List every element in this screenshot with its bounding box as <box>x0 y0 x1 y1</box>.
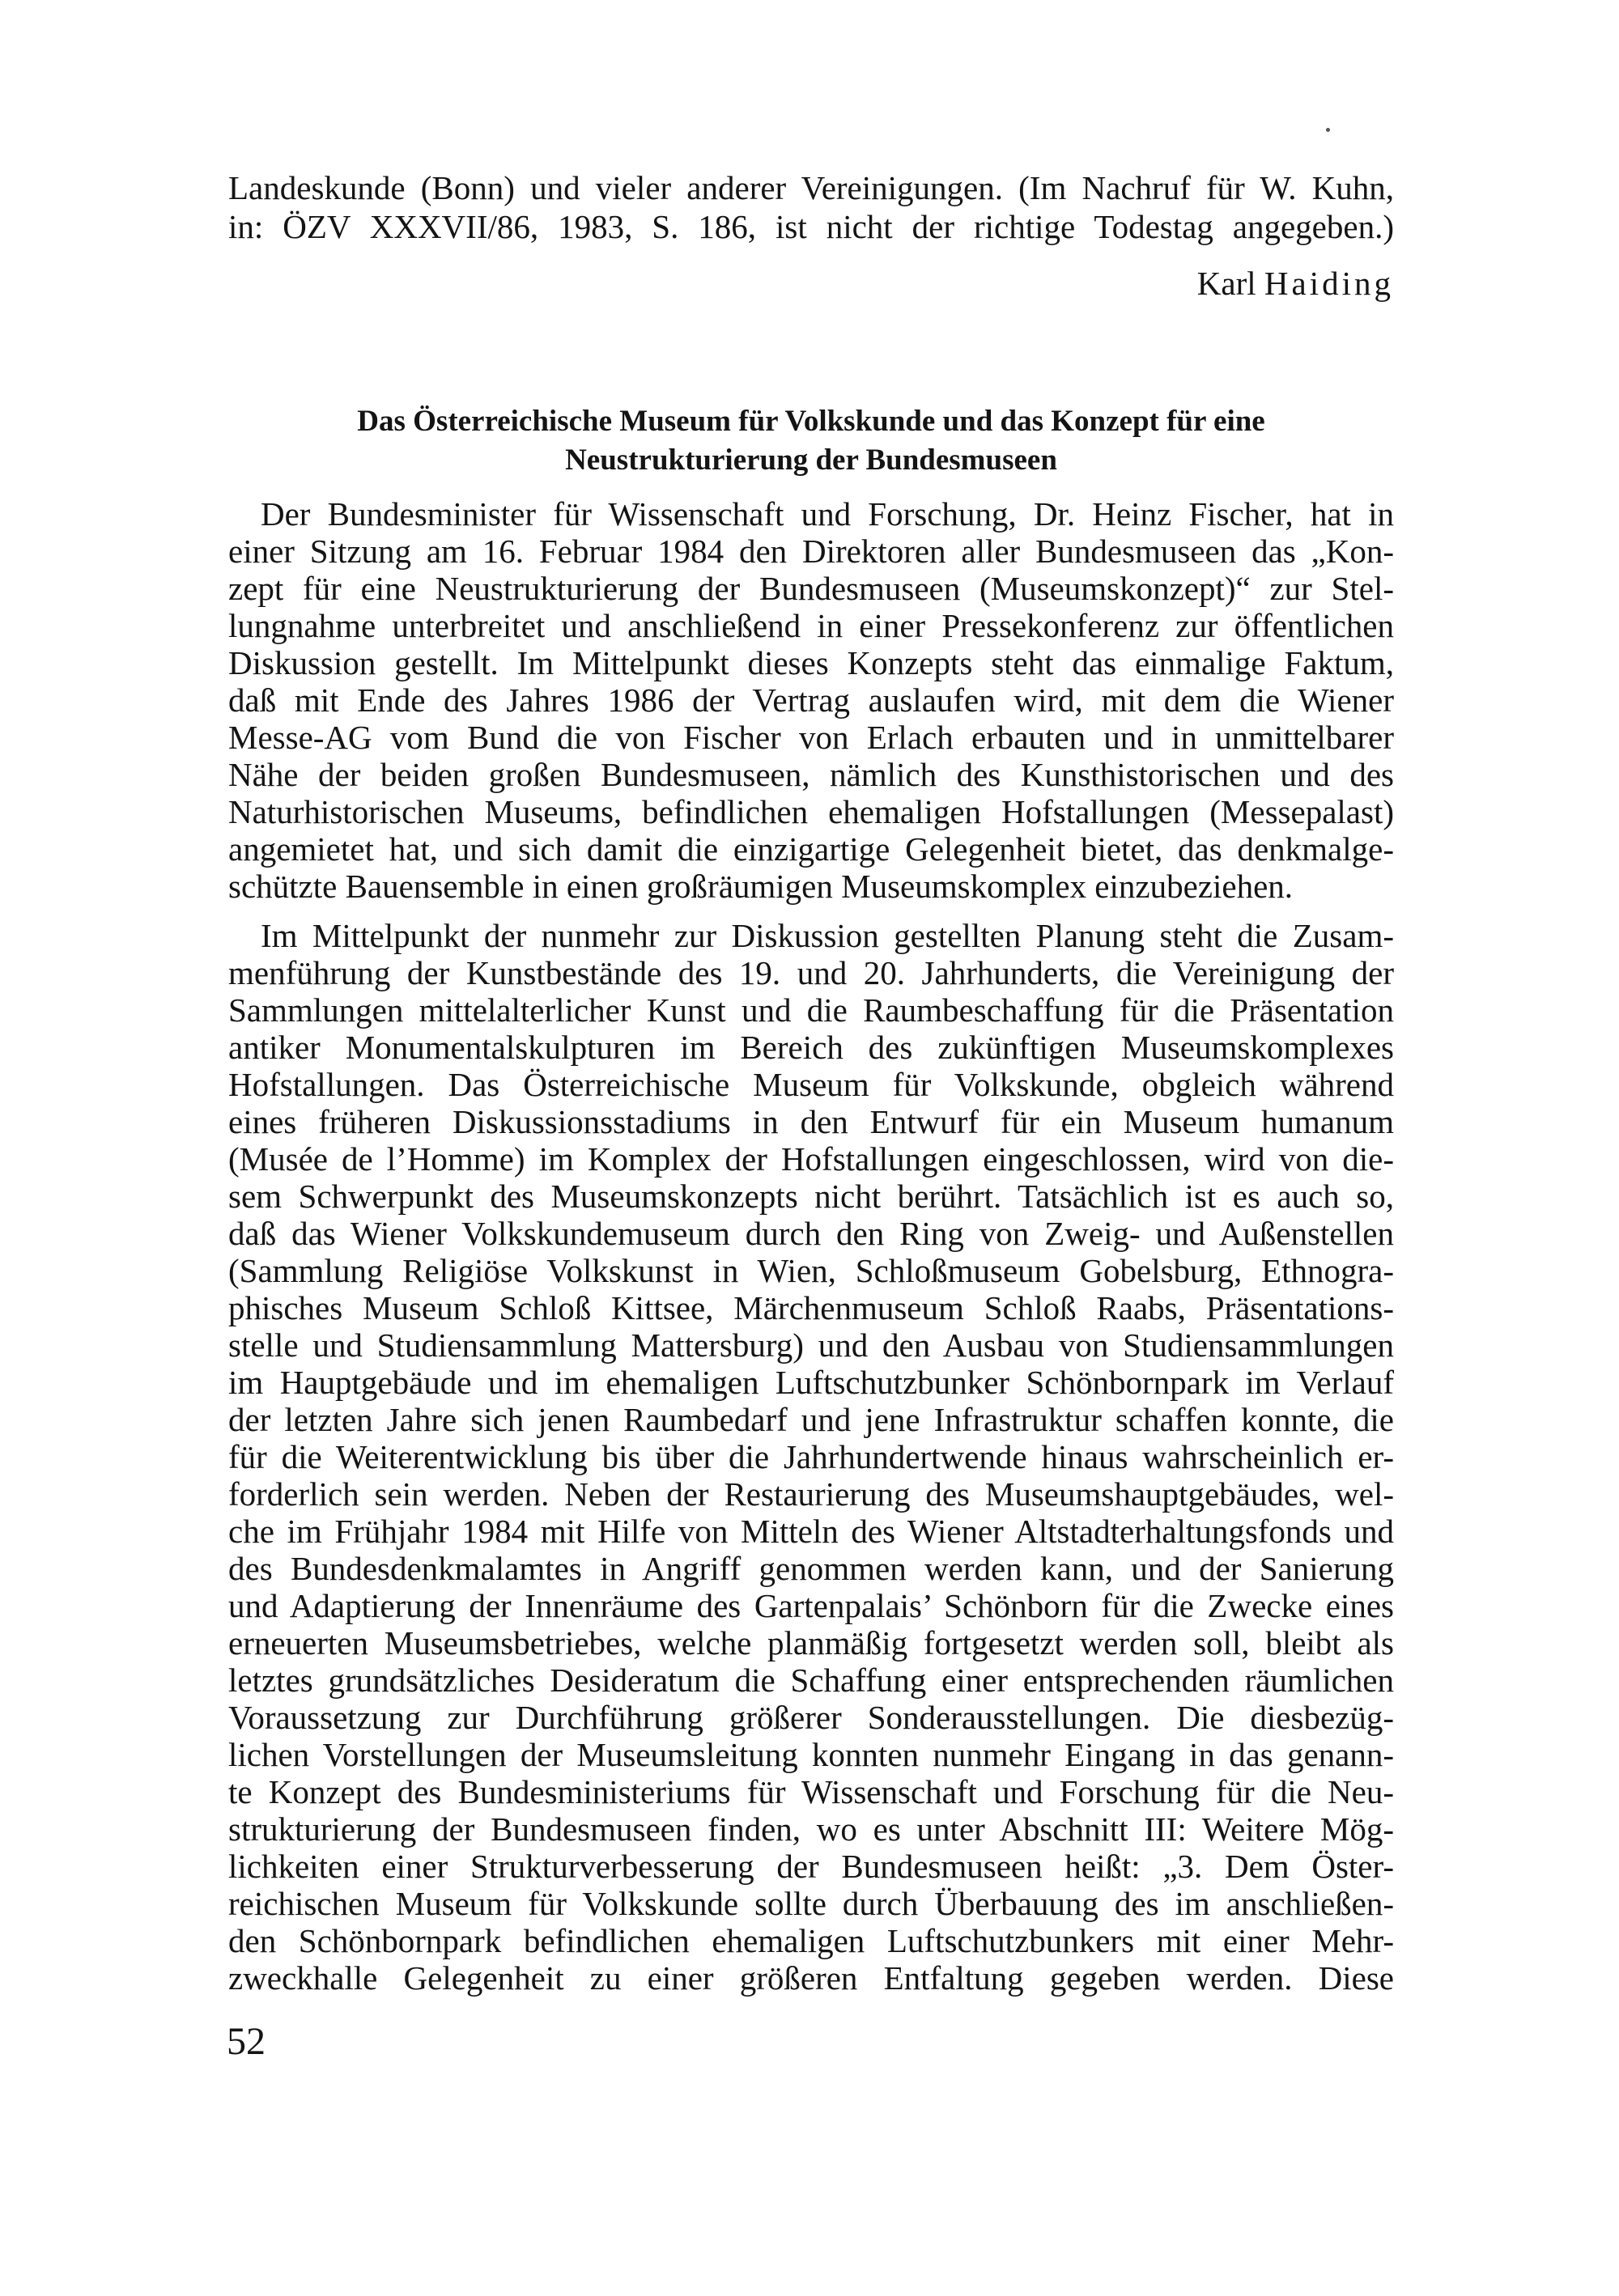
paragraph-1-line: Der Bundesminister für Wissenschaft und Forschung, Dr. Heinz Fischer, hat in <box>261 495 1394 533</box>
paragraph-1-line: angemietet hat, und sich damit die einzigartige Gelegenheit bietet, das denkmalge- <box>228 830 1394 868</box>
paragraph-1-line: zept für eine Neustrukturierung der Bundesmuseen (Museumskonzept)“ zur Stel- <box>228 570 1394 607</box>
paragraph-1-line: daß mit Ende des Jahres 1986 der Vertrag auslaufen wird, mit dem die Wiener <box>228 681 1394 719</box>
paragraph-2-line: Voraussetzung zur Durchführung größerer Sonderausstellungen. Die diesbezüg- <box>228 1699 1394 1736</box>
paragraph-2-line: im Hauptgebäude und im ehemaligen Luftschutzbunker Schönbornpark im Verlauf <box>228 1364 1394 1401</box>
paragraph-2-line: phisches Museum Schloß Kittsee, Märchenmuseum Schloß Raabs, Präsentations- <box>228 1289 1394 1326</box>
author-signature <box>1197 264 1394 303</box>
paragraph-2-line: Sammlungen mittelalterlicher Kunst und die Raumbeschaffung für die Präsentation <box>228 991 1394 1029</box>
paragraph-2-line: des Bundesdenkmalamtes in Angriff genommen werden kann, und der Sanierung <box>228 1550 1394 1587</box>
paragraph-1-line: Messe-AG vom Bund die von Fischer von Erlach erbauten und in unmittelbarer <box>228 719 1394 756</box>
paragraph-2-line: und Adaptierung der Innenräume des Gartenpalais’ Schönborn für die Zwecke eines <box>228 1587 1394 1624</box>
paragraph-2-line: daß das Wiener Volkskundemuseum durch den Ring von Zweig- und Außenstellen <box>228 1215 1394 1252</box>
paragraph-2-line: für die Weiterentwicklung bis über die Jahrhundertwende hinaus wahrscheinlich er- <box>228 1438 1394 1475</box>
paragraph-2-line: te Konzept des Bundesministeriums für Wissenschaft und Forschung für die Neu- <box>228 1773 1394 1810</box>
paragraph-1-line: lungnahme unterbreitet und anschließend in einer Pressekonferenz zur öffentlichen <box>228 607 1394 644</box>
paragraph-2-line: menführung der Kunstbestände des 19. und 20. Jahrhunderts, die Vereinigung der <box>228 954 1394 991</box>
paragraph-2-line: lichkeiten einer Strukturverbesserung der Bundesmuseen heißt: „3. Dem Öster- <box>228 1848 1394 1885</box>
paragraph-2-line: stelle und Studiensammlung Mattersburg) und den Ausbau von Studiensammlungen <box>228 1326 1394 1364</box>
paragraph-2-line: Im Mittelpunkt der nunmehr zur Diskussion gestellten Planung steht die Zusam- <box>261 917 1394 954</box>
paragraph-1-line: schützte Bauensemble in einen großräumigen Museumskomplex einzubeziehen. <box>228 868 1294 905</box>
intro-line: in: ÖZV XXXVII/86, 1983, S. 186, ist nicht der richtige Todestag angegeben.) <box>228 208 1394 245</box>
paragraph-2-line: eines früheren Diskussionsstadiums in den Entwurf für ein Museum humanum <box>228 1103 1394 1140</box>
paragraph-2-line: lichen Vorstellungen der Museumsleitung konnten nunmehr Eingang in das genann- <box>228 1736 1394 1773</box>
page-number: 52 <box>227 2020 266 2063</box>
paragraph-2-line: (Musée de l’Homme) im Komplex der Hofstallungen eingeschlossen, wird von die- <box>228 1140 1394 1178</box>
article-title-line: Das Österreichische Museum für Volkskunde und das Konzept für eine <box>357 405 1265 438</box>
paragraph-1-line: Naturhistorischen Museums, befindlichen ehemaligen Hofstallungen (Messepalast) <box>228 793 1394 830</box>
paragraph-2-line: erneuerten Museumsbetriebes, welche planmäßig fortgesetzt werden soll, bleibt als <box>228 1624 1394 1662</box>
paragraph-2-line: letztes grundsätzliches Desideratum die Schaffung einer entsprechenden räumlichen <box>228 1662 1394 1699</box>
signature-first-name: Karl <box>1196 265 1256 302</box>
paragraph-2-line: Hofstallungen. Das Österreichische Museum für Volkskunde, obgleich während <box>228 1066 1394 1103</box>
paragraph-2-line: forderlich sein werden. Neben der Restaurierung des Museumshauptgebäudes, wel- <box>228 1475 1394 1513</box>
paragraph-2-line: antiker Monumentalskulpturen im Bereich des zukünftigen Museumskomplexes <box>228 1029 1394 1066</box>
scan-speck <box>1326 128 1330 132</box>
intro-line: Landeskunde (Bonn) und vieler anderer Vereinigungen. (Im Nachruf für W. Kuhn, <box>228 169 1394 206</box>
paragraph-2-line: (Sammlung Religiöse Volkskunst in Wien, Schloßmuseum Gobelsburg, Ethnogra- <box>228 1252 1394 1289</box>
signature-last-name: Haiding <box>1264 265 1394 302</box>
paragraph-1-line: Diskussion gestellt. Im Mittelpunkt dieses Konzepts steht das einmalige Faktum, <box>228 644 1394 681</box>
article-title-line: Neustrukturierung der Bundesmuseen <box>565 443 1057 477</box>
paragraph-2-line: strukturierung der Bundesmuseen finden, wo es unter Abschnitt III: Weitere Mög- <box>228 1810 1394 1848</box>
paragraph-1-line: einer Sitzung am 16. Februar 1984 den Direktoren aller Bundesmuseen das „Kon- <box>228 533 1394 570</box>
paragraph-2-line: sem Schwerpunkt des Museumskonzepts nicht berührt. Tatsächlich ist es auch so, <box>228 1178 1394 1215</box>
paragraph-2-line: che im Frühjahr 1984 mit Hilfe von Mitteln des Wiener Altstadterhaltungsfonds und <box>228 1513 1394 1550</box>
paragraph-2-line: den Schönbornpark befindlichen ehemaligen Luftschutzbunkers mit einer Mehr- <box>228 1922 1394 1959</box>
paragraph-1-line: Nähe der beiden großen Bundesmuseen, nämlich des Kunsthistorischen und des <box>228 756 1394 793</box>
paragraph-2-line: der letzten Jahre sich jenen Raumbedarf und jene Infrastruktur schaffen konnte, die <box>228 1401 1394 1438</box>
paragraph-2-line: zweckhalle Gelegenheit zu einer größeren Entfaltung gegeben werden. Diese <box>228 1959 1394 1997</box>
paragraph-2-line: reichischen Museum für Volkskunde sollte durch Überbauung des im anschließen- <box>228 1885 1394 1922</box>
